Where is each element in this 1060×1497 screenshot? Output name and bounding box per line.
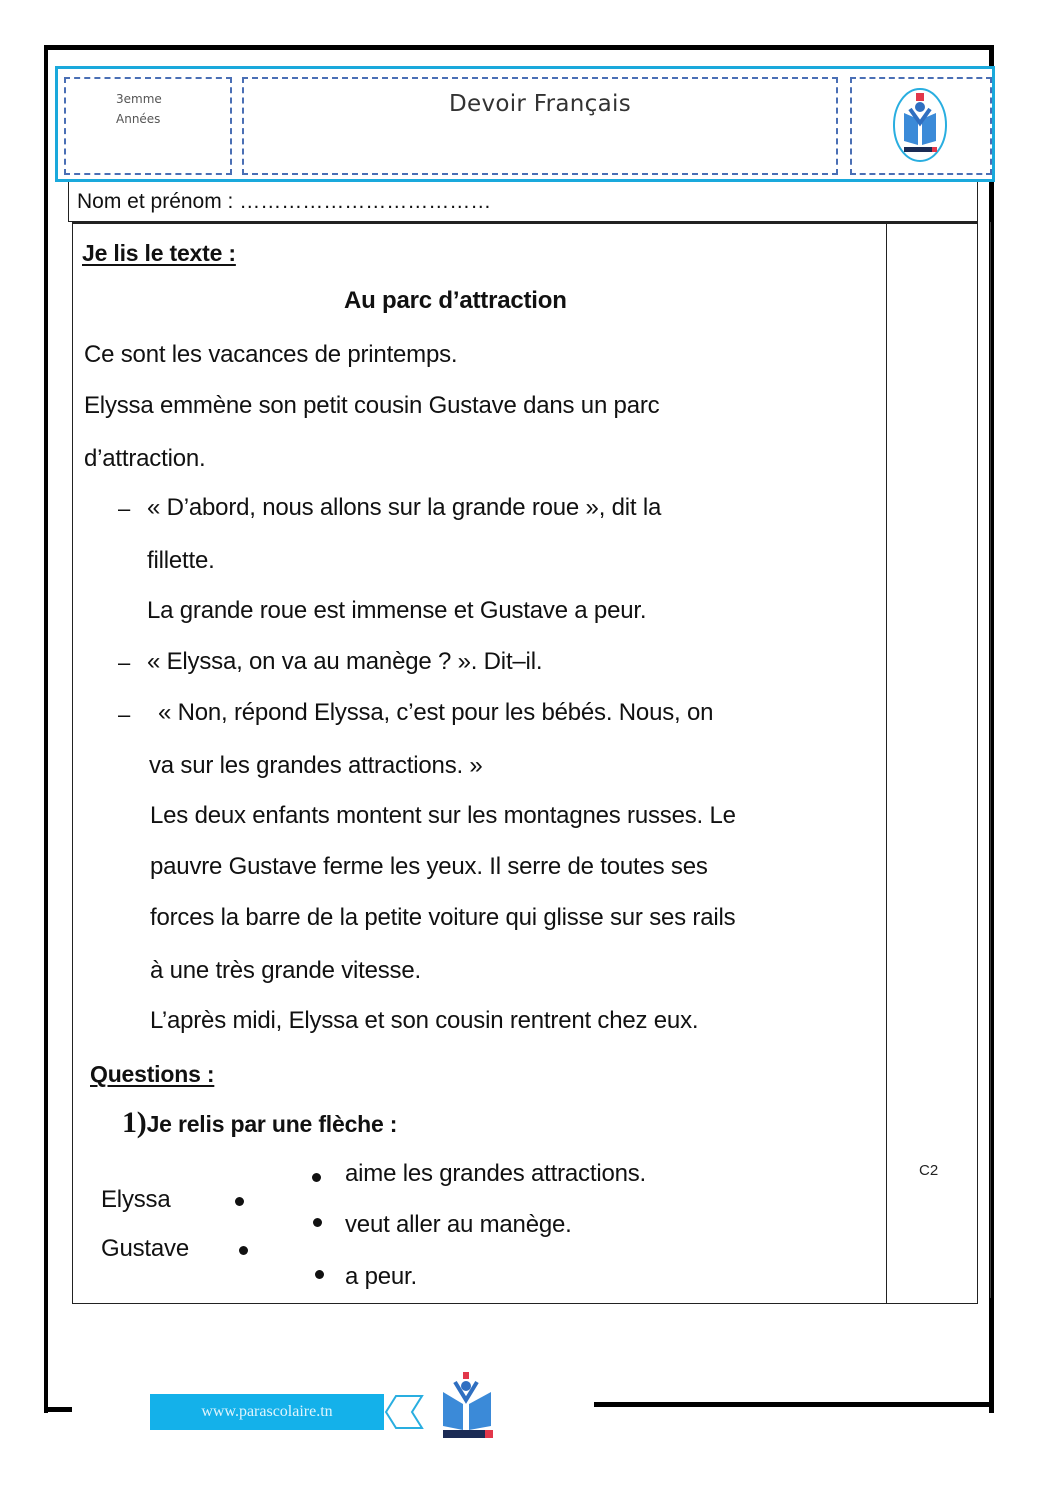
- match-left-item: Gustave: [101, 1235, 189, 1262]
- text-line: L’après midi, Elyssa et son cousin rentrent chez eux.: [150, 1007, 699, 1034]
- match-right-dot[interactable]: [312, 1173, 321, 1182]
- score-column-divider: [886, 222, 887, 1304]
- text-line: Les deux enfants montent sur les montagnes russes. Le: [150, 802, 736, 829]
- text-line: « Non, répond Elyssa, c’est pour les bébés. Nous, on: [158, 699, 714, 726]
- match-right-dot[interactable]: [313, 1218, 322, 1227]
- question-number: 1): [122, 1106, 147, 1139]
- text-line: fillette.: [147, 547, 215, 574]
- text-line: Elyssa emmène son petit cousin Gustave dans un parc: [84, 392, 660, 419]
- text-line: « Elyssa, on va au manège ? ». Dit–il.: [147, 648, 543, 675]
- question-instruction: Je relis par une flèche :: [146, 1111, 398, 1137]
- student-name-row: [68, 182, 978, 222]
- page-frame-bottom-right: [594, 1402, 994, 1407]
- question-1: [122, 1106, 397, 1140]
- grade-level-line2: Années: [116, 112, 161, 126]
- grade-level-line1: 3emme: [116, 92, 162, 106]
- text-line: va sur les grandes attractions. »: [149, 752, 483, 779]
- match-right-item: veut aller au manège.: [345, 1211, 572, 1238]
- document-title: Devoir Français: [449, 91, 631, 117]
- website-banner[interactable]: www.parascolaire.tn: [150, 1394, 384, 1430]
- text-title: Au parc d’attraction: [344, 287, 567, 314]
- text-line: pauvre Gustave ferme les yeux. Il serre de toutes ses: [150, 853, 708, 880]
- match-left-dot[interactable]: [239, 1246, 248, 1255]
- parascolaire-logo-icon: [892, 87, 948, 163]
- competency-label: C2: [919, 1162, 939, 1179]
- match-right-item: a peur.: [345, 1263, 417, 1290]
- page-frame-bottom-left: [44, 1407, 72, 1412]
- logo-box: [850, 77, 992, 175]
- title-box: [242, 77, 838, 175]
- text-line: Ce sont les vacances de printemps.: [84, 341, 458, 368]
- parascolaire-logo-icon: [437, 1370, 497, 1440]
- text-line: La grande roue est immense et Gustave a peur.: [147, 597, 647, 624]
- dialogue-dash: –: [118, 702, 131, 727]
- reading-section-title: Je lis le texte :: [82, 240, 236, 266]
- student-name-field[interactable]: Nom et prénom : ………………………………: [77, 190, 492, 213]
- match-right-dot[interactable]: [315, 1270, 324, 1279]
- match-right-item: aime les grandes attractions.: [345, 1160, 647, 1187]
- match-left-dot[interactable]: [235, 1197, 244, 1206]
- match-left-item: Elyssa: [101, 1186, 171, 1213]
- text-line: forces la barre de la petite voiture qui glisse sur ses rails: [150, 904, 736, 931]
- dialogue-dash: –: [118, 650, 131, 675]
- text-line: « D’abord, nous allons sur la grande roue », dit la: [147, 494, 662, 521]
- chevron-left-icon: [384, 1394, 424, 1430]
- text-line: à une très grande vitesse.: [150, 957, 421, 984]
- questions-section-title: Questions :: [90, 1061, 215, 1087]
- dialogue-dash: –: [118, 496, 131, 521]
- margin-line: [990, 222, 991, 1298]
- document-header: [55, 66, 995, 182]
- level-box: [64, 77, 232, 175]
- text-line: d’attraction.: [84, 445, 206, 472]
- grade-level: [116, 89, 162, 129]
